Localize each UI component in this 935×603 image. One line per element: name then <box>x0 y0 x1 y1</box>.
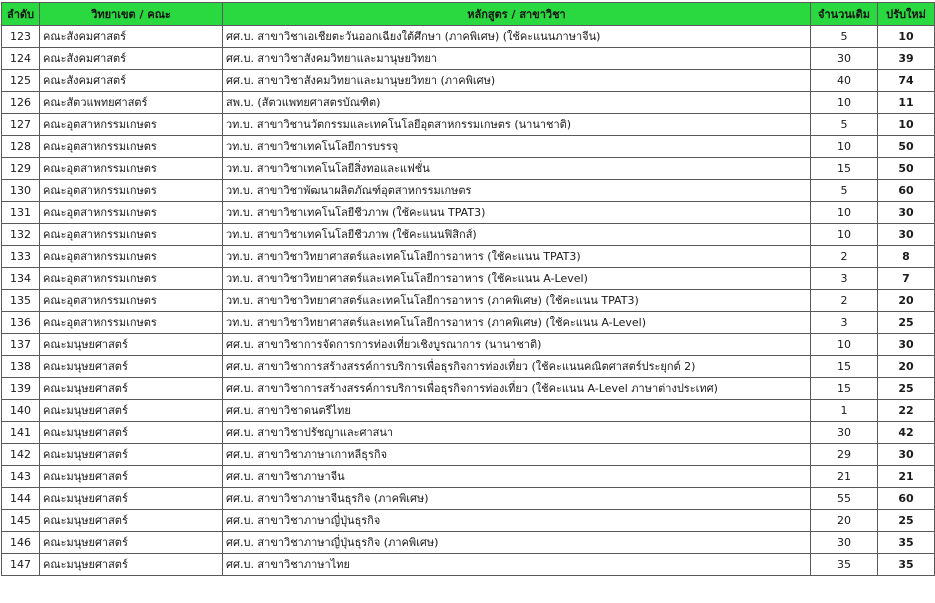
table-row <box>2 356 935 378</box>
table-row <box>2 444 935 466</box>
table-row <box>2 70 935 92</box>
new-quota-cell: 35 <box>878 554 935 576</box>
row-number: 127 <box>2 114 40 136</box>
new-quota-cell: 25 <box>878 312 935 334</box>
faculty-cell: คณะอุตสาหกรรมเกษตร <box>40 224 223 246</box>
table-header <box>2 3 935 26</box>
old-quota-cell: 10 <box>811 136 878 158</box>
old-quota-cell: 40 <box>811 70 878 92</box>
table-row <box>2 488 935 510</box>
table-row <box>2 48 935 70</box>
row-number: 131 <box>2 202 40 224</box>
old-quota-cell: 30 <box>811 422 878 444</box>
header-faculty: วิทยาเขต / คณะ <box>40 3 223 26</box>
old-quota-cell: 29 <box>811 444 878 466</box>
old-quota-cell: 5 <box>811 180 878 202</box>
old-quota-cell: 2 <box>811 290 878 312</box>
table-row <box>2 180 935 202</box>
table-row <box>2 532 935 554</box>
faculty-cell: คณะมนุษยศาสตร์ <box>40 356 223 378</box>
faculty-cell: คณะอุตสาหกรรมเกษตร <box>40 290 223 312</box>
table-row <box>2 378 935 400</box>
faculty-cell: คณะอุตสาหกรรมเกษตร <box>40 136 223 158</box>
row-number: 129 <box>2 158 40 180</box>
old-quota-cell: 10 <box>811 202 878 224</box>
old-quota-cell: 15 <box>811 356 878 378</box>
faculty-cell: คณะมนุษยศาสตร์ <box>40 554 223 576</box>
new-quota-cell: 42 <box>878 422 935 444</box>
program-cell: วท.บ. สาขาวิชาวิทยาศาสตร์และเทคโนโลยีการอาหาร (ภาคพิเศษ) (ใช้คะแนน TPAT3) <box>223 290 811 312</box>
row-number: 125 <box>2 70 40 92</box>
old-quota-cell: 21 <box>811 466 878 488</box>
new-quota-cell: 74 <box>878 70 935 92</box>
row-number: 147 <box>2 554 40 576</box>
faculty-cell: คณะสัตวแพทยศาสตร์ <box>40 92 223 114</box>
faculty-cell: คณะมนุษยศาสตร์ <box>40 422 223 444</box>
row-number: 140 <box>2 400 40 422</box>
row-number: 139 <box>2 378 40 400</box>
program-cell: ศศ.บ. สาขาวิชาภาษาญี่ปุ่นธุรกิจ <box>223 510 811 532</box>
row-number: 136 <box>2 312 40 334</box>
new-quota-cell: 20 <box>878 290 935 312</box>
new-quota-cell: 11 <box>878 92 935 114</box>
quota-table <box>1 2 935 576</box>
new-quota-cell: 10 <box>878 114 935 136</box>
old-quota-cell: 1 <box>811 400 878 422</box>
row-number: 128 <box>2 136 40 158</box>
row-number: 124 <box>2 48 40 70</box>
row-number: 134 <box>2 268 40 290</box>
new-quota-cell: 21 <box>878 466 935 488</box>
new-quota-cell: 35 <box>878 532 935 554</box>
program-cell: วท.บ. สาขาวิชาเทคโนโลยีชีวภาพ (ใช้คะแนน TPAT3) <box>223 202 811 224</box>
table-row <box>2 202 935 224</box>
faculty-cell: คณะมนุษยศาสตร์ <box>40 488 223 510</box>
faculty-cell: คณะมนุษยศาสตร์ <box>40 400 223 422</box>
new-quota-cell: 10 <box>878 26 935 48</box>
header-old-quota: จำนวนเดิม <box>811 3 878 26</box>
old-quota-cell: 5 <box>811 26 878 48</box>
faculty-cell: คณะอุตสาหกรรมเกษตร <box>40 158 223 180</box>
program-cell: วท.บ. สาขาวิชาวิทยาศาสตร์และเทคโนโลยีการอาหาร (ใช้คะแนน TPAT3) <box>223 246 811 268</box>
faculty-cell: คณะมนุษยศาสตร์ <box>40 532 223 554</box>
faculty-cell: คณะอุตสาหกรรมเกษตร <box>40 246 223 268</box>
table-row <box>2 246 935 268</box>
new-quota-cell: 30 <box>878 202 935 224</box>
row-number: 130 <box>2 180 40 202</box>
old-quota-cell: 3 <box>811 268 878 290</box>
row-number: 142 <box>2 444 40 466</box>
old-quota-cell: 3 <box>811 312 878 334</box>
program-cell: วท.บ. สาขาวิชาพัฒนาผลิตภัณฑ์อุตสาหกรรมเกษตร <box>223 180 811 202</box>
header-program: หลักสูตร / สาขาวิชา <box>223 3 811 26</box>
table-row <box>2 224 935 246</box>
row-number: 141 <box>2 422 40 444</box>
program-cell: ศศ.บ. สาขาวิชาการสร้างสรรค์การบริการเพื่อธุรกิจการท่องเที่ยว (ใช้คะแนน A-Level ภาษาต่างประเทศ) <box>223 378 811 400</box>
program-cell: ศศ.บ. สาขาวิชาการจัดการการท่องเที่ยวเชิงบูรณาการ (นานาชาติ) <box>223 334 811 356</box>
old-quota-cell: 5 <box>811 114 878 136</box>
program-cell: วท.บ. สาขาวิชาเทคโนโลยีการบรรจุ <box>223 136 811 158</box>
old-quota-cell: 30 <box>811 532 878 554</box>
new-quota-cell: 25 <box>878 510 935 532</box>
old-quota-cell: 55 <box>811 488 878 510</box>
program-cell: ศศ.บ. สาขาวิชาภาษาไทย <box>223 554 811 576</box>
faculty-cell: คณะมนุษยศาสตร์ <box>40 510 223 532</box>
old-quota-cell: 20 <box>811 510 878 532</box>
table-row <box>2 290 935 312</box>
faculty-cell: คณะสังคมศาสตร์ <box>40 70 223 92</box>
program-cell: ศศ.บ. สาขาวิชาดนตรีไทย <box>223 400 811 422</box>
new-quota-cell: 30 <box>878 334 935 356</box>
table-row <box>2 114 935 136</box>
new-quota-cell: 50 <box>878 136 935 158</box>
faculty-cell: คณะมนุษยศาสตร์ <box>40 334 223 356</box>
table-row <box>2 422 935 444</box>
row-number: 135 <box>2 290 40 312</box>
faculty-cell: คณะสังคมศาสตร์ <box>40 48 223 70</box>
new-quota-cell: 20 <box>878 356 935 378</box>
program-cell: วท.บ. สาขาวิชาวิทยาศาสตร์และเทคโนโลยีการอาหาร (ภาคพิเศษ) (ใช้คะแนน A-Level) <box>223 312 811 334</box>
faculty-cell: คณะอุตสาหกรรมเกษตร <box>40 312 223 334</box>
old-quota-cell: 15 <box>811 158 878 180</box>
faculty-cell: คณะอุตสาหกรรมเกษตร <box>40 180 223 202</box>
row-number: 144 <box>2 488 40 510</box>
program-cell: สพ.บ. (สัตวแพทยศาสตรบัณฑิต) <box>223 92 811 114</box>
program-cell: วท.บ. สาขาวิชาเทคโนโลยีสิ่งทอและแฟชั่น <box>223 158 811 180</box>
program-cell: ศศ.บ. สาขาวิชาภาษาจีนธุรกิจ (ภาคพิเศษ) <box>223 488 811 510</box>
program-cell: วท.บ. สาขาวิชาวิทยาศาสตร์และเทคโนโลยีการอาหาร (ใช้คะแนน A-Level) <box>223 268 811 290</box>
table-body <box>2 26 935 576</box>
header-row <box>2 3 935 26</box>
faculty-cell: คณะอุตสาหกรรมเกษตร <box>40 202 223 224</box>
table-row <box>2 312 935 334</box>
table-row <box>2 554 935 576</box>
new-quota-cell: 7 <box>878 268 935 290</box>
new-quota-cell: 30 <box>878 444 935 466</box>
table-row <box>2 158 935 180</box>
program-cell: ศศ.บ. สาขาวิชาเอเชียตะวันออกเฉียงใต้ศึกษา (ภาคพิเศษ) (ใช้คะแนนภาษาจีน) <box>223 26 811 48</box>
header-new-quota: ปรับใหม่ <box>878 3 935 26</box>
table-row <box>2 26 935 48</box>
faculty-cell: คณะมนุษยศาสตร์ <box>40 466 223 488</box>
new-quota-cell: 50 <box>878 158 935 180</box>
program-cell: วท.บ. สาขาวิชาเทคโนโลยีชีวภาพ (ใช้คะแนนฟิสิกส์) <box>223 224 811 246</box>
row-number: 146 <box>2 532 40 554</box>
row-number: 132 <box>2 224 40 246</box>
old-quota-cell: 15 <box>811 378 878 400</box>
old-quota-cell: 2 <box>811 246 878 268</box>
new-quota-cell: 22 <box>878 400 935 422</box>
faculty-cell: คณะมนุษยศาสตร์ <box>40 378 223 400</box>
old-quota-cell: 10 <box>811 92 878 114</box>
program-cell: วท.บ. สาขาวิชานวัตกรรมและเทคโนโลยีอุตสาหกรรมเกษตร (นานาชาติ) <box>223 114 811 136</box>
row-number: 133 <box>2 246 40 268</box>
program-cell: ศศ.บ. สาขาวิชาภาษาจีน <box>223 466 811 488</box>
program-cell: ศศ.บ. สาขาวิชาการสร้างสรรค์การบริการเพื่อธุรกิจการท่องเที่ยว (ใช้คะแนนคณิตศาสตร์ประยุกต์ 2) <box>223 356 811 378</box>
table-row <box>2 92 935 114</box>
new-quota-cell: 8 <box>878 246 935 268</box>
program-cell: ศศ.บ. สาขาวิชาสังคมวิทยาและมานุษยวิทยา (ภาคพิเศษ) <box>223 70 811 92</box>
table-row <box>2 268 935 290</box>
row-number: 126 <box>2 92 40 114</box>
faculty-cell: คณะอุตสาหกรรมเกษตร <box>40 114 223 136</box>
new-quota-cell: 39 <box>878 48 935 70</box>
header-no: ลำดับ <box>2 3 40 26</box>
row-number: 143 <box>2 466 40 488</box>
table-row <box>2 466 935 488</box>
row-number: 123 <box>2 26 40 48</box>
row-number: 137 <box>2 334 40 356</box>
row-number: 138 <box>2 356 40 378</box>
faculty-cell: คณะมนุษยศาสตร์ <box>40 444 223 466</box>
old-quota-cell: 10 <box>811 334 878 356</box>
program-cell: ศศ.บ. สาขาวิชาภาษาเกาหลีธุรกิจ <box>223 444 811 466</box>
old-quota-cell: 30 <box>811 48 878 70</box>
new-quota-cell: 25 <box>878 378 935 400</box>
program-cell: ศศ.บ. สาขาวิชาปรัชญาและศาสนา <box>223 422 811 444</box>
faculty-cell: คณะอุตสาหกรรมเกษตร <box>40 268 223 290</box>
table-row <box>2 334 935 356</box>
table-row <box>2 510 935 532</box>
table-row <box>2 136 935 158</box>
row-number: 145 <box>2 510 40 532</box>
new-quota-cell: 60 <box>878 488 935 510</box>
old-quota-cell: 35 <box>811 554 878 576</box>
program-cell: ศศ.บ. สาขาวิชาสังคมวิทยาและมานุษยวิทยา <box>223 48 811 70</box>
program-cell: ศศ.บ. สาขาวิชาภาษาญี่ปุ่นธุรกิจ (ภาคพิเศษ) <box>223 532 811 554</box>
table-row <box>2 400 935 422</box>
new-quota-cell: 60 <box>878 180 935 202</box>
old-quota-cell: 10 <box>811 224 878 246</box>
faculty-cell: คณะสังคมศาสตร์ <box>40 26 223 48</box>
new-quota-cell: 30 <box>878 224 935 246</box>
